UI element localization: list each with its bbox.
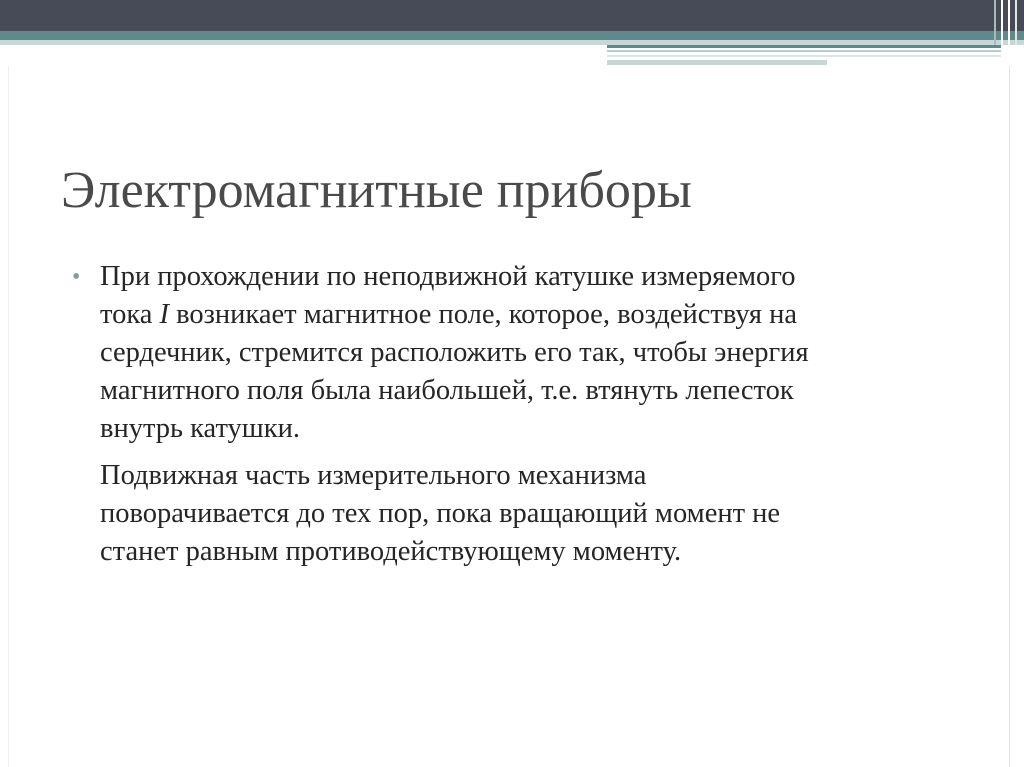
header-vertical-bar [1015, 0, 1017, 45]
paragraph-line: поворачивается до тех пор, пока вращающий момент не [100, 498, 781, 529]
slide-body [72, 258, 972, 571]
current-symbol: I [159, 299, 170, 330]
paragraph-line [100, 296, 972, 334]
header-stripe [607, 50, 1002, 52]
header-vertical-bar [994, 0, 996, 45]
paragraph-line: внутрь катушки. [100, 413, 300, 444]
paragraph-text: тока [100, 299, 160, 330]
header-vertical-bar [1008, 0, 1010, 66]
paragraph-line: магнитного поля была наибольшей, т.е. втянуть лепесток [100, 375, 794, 406]
header-band-teal [0, 31, 1024, 40]
frame-line-right [1009, 66, 1010, 767]
header-vertical-bar [1001, 0, 1003, 66]
frame-line-left [8, 66, 9, 767]
paragraph-text: возникает магнитное поле, которое, воздействуя на [169, 299, 798, 330]
header-band-dark [0, 0, 1024, 31]
paragraph-line: Подвижная часть измерительного механизма [100, 460, 647, 491]
header-stripe [607, 60, 827, 65]
bullet-icon: • [72, 264, 81, 290]
header-stripe [607, 45, 1002, 48]
paragraph-line: сердечник, стремится расположить его так, чтобы энергия [100, 337, 809, 368]
paragraph-line: станет равным противодействующему моменту. [100, 536, 682, 567]
header-stripe [607, 55, 1002, 57]
paragraph-line: При прохождении по неподвижной катушке измеряемого [100, 261, 796, 292]
bullet-paragraph [72, 258, 972, 448]
continuation-paragraph [72, 457, 972, 571]
slide-title: Электромагнитные приборы [61, 162, 692, 219]
